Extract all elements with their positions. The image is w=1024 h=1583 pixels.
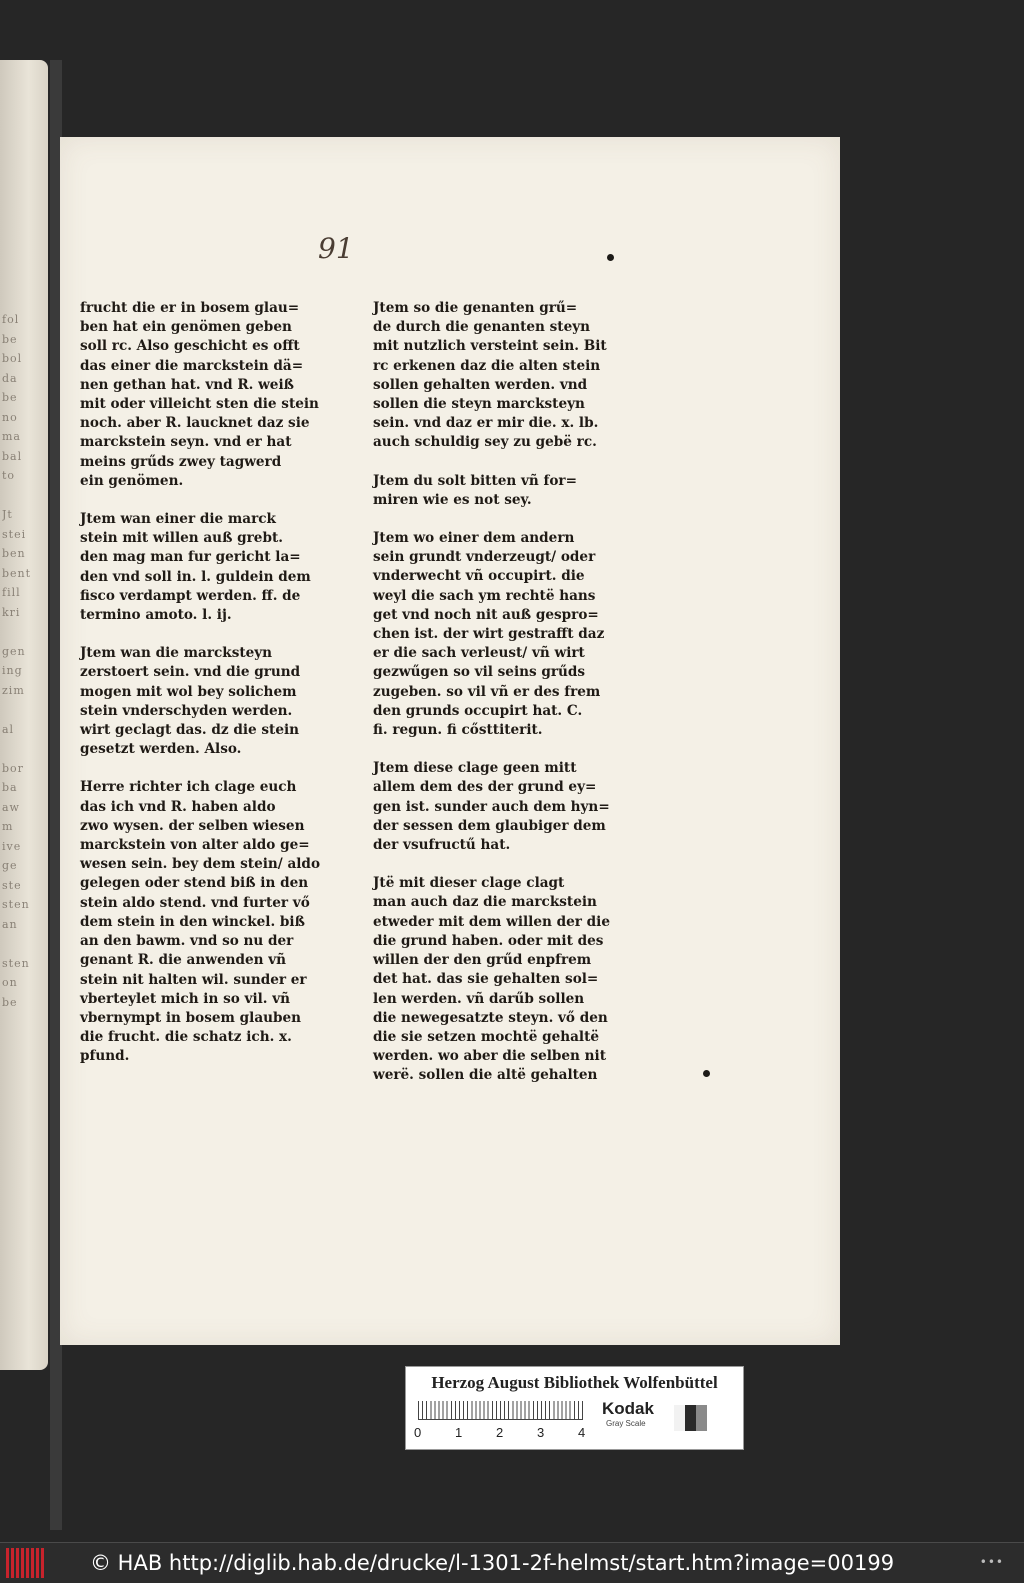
paragraph-gap (373, 855, 623, 874)
text-line: mit nutzlich versteint sein. Bit (373, 338, 607, 355)
book-leaf (60, 137, 840, 1345)
text-line: das ich vnd R. haben aldo (80, 798, 276, 815)
text-line: sollen gehalten werden. vnd (373, 376, 588, 393)
ruler-number: 4 (578, 1425, 586, 1440)
text-line: allem dem des der grund ey= (373, 779, 597, 796)
ink-dot (703, 1070, 710, 1077)
text-line: stein mit willen auß grebt. (80, 530, 283, 547)
text-line: marckstein seyn. vnd er hat (80, 434, 292, 451)
footer-bar (0, 1542, 1024, 1583)
text-line: soll rc. Also geschicht es offt (80, 338, 300, 355)
text-line: den grunds occupirt hat. C. (373, 702, 583, 719)
text-line: len werden. vñ darűb sollen (373, 990, 585, 1007)
text-line: er die sach verleust/ vñ wirt (373, 645, 585, 662)
text-paragraph (80, 510, 330, 625)
text-paragraph (373, 874, 623, 1085)
text-line: fisco verdampt werden. ff. de (80, 587, 301, 604)
text-line: vnderwecht vñ occupirt. die (373, 568, 585, 585)
text-line: gen ist. sunder auch dem hyn= (373, 798, 610, 815)
text-line: fi. regun. fi cősttiterit. (373, 722, 543, 739)
text-line: Jtem du solt bitten vñ for= (373, 472, 577, 489)
paragraph-gap (80, 625, 330, 644)
text-line: der sessen dem glaubiger dem (373, 817, 606, 834)
text-line: stein vnderschyden werden. (80, 702, 293, 719)
text-column-left (80, 299, 330, 1067)
text-paragraph (373, 529, 623, 740)
text-line: gelegen oder stend biß in den (80, 875, 309, 892)
ruler-number: 0 (414, 1425, 422, 1440)
paragraph-gap (80, 759, 330, 778)
paragraph-gap (373, 510, 623, 529)
text-line: gesetzt werden. Also. (80, 741, 242, 758)
text-line: der vsufructű hat. (373, 837, 511, 854)
text-line: an den bawm. vnd so nu der (80, 933, 294, 950)
text-line: sein. vnd daz er mir die. x. lb. (373, 415, 599, 432)
paragraph-gap (373, 740, 623, 759)
text-line: weyl die sach ym rechtë hans (373, 587, 596, 604)
colour-chart-title: Herzog August Bibliothek Wolfenbüttel (431, 1373, 718, 1392)
ruler-scale (418, 1401, 583, 1420)
text-line: meins grűds zwey tagwerd (80, 453, 282, 470)
hab-logo-icon (6, 1548, 46, 1578)
text-line: de durch die genanten steyn (373, 319, 591, 336)
text-line: mit oder villeicht sten die stein (80, 396, 319, 413)
text-line: miren wie es not sey. (373, 491, 532, 508)
text-line: dem stein in den winckel. biß (80, 913, 305, 930)
text-line: frucht die er in bosem glau= (80, 300, 300, 316)
text-line: Jtem diese clage geen mitt (373, 760, 577, 777)
kodak-brand: Kodak (602, 1399, 654, 1418)
text-line: wesen sein. bey dem stein/ aldo (80, 856, 321, 873)
text-column-right (373, 299, 623, 1086)
text-line: die grund haben. oder mit des (373, 932, 604, 949)
text-line: die frucht. die schatz ich. x. (80, 1029, 292, 1046)
text-line: werden. wo aber die selben nit (373, 1048, 606, 1065)
ruler-number: 1 (455, 1425, 463, 1440)
text-line: ein genömen. (80, 472, 184, 489)
ink-dot (607, 254, 614, 261)
text-line: gezwűgen so vil seins grűds (373, 664, 586, 681)
text-paragraph (373, 472, 623, 510)
text-paragraph (373, 759, 623, 855)
text-line: stein nit halten wil. sunder er (80, 971, 307, 988)
text-line: zugeben. so vil vñ er des frem (373, 683, 601, 700)
text-line: zwo wysen. der selben wiesen (80, 817, 305, 834)
text-paragraph (80, 778, 330, 1066)
text-paragraph (80, 299, 330, 491)
text-line: det hat. das sie gehalten sol= (373, 971, 599, 988)
text-line: den mag man fur gericht la= (80, 549, 301, 566)
text-line: werë. sollen die altë gehalten (373, 1067, 598, 1084)
text-line: stein aldo stend. vnd furter vő (80, 894, 310, 911)
paragraph-gap (373, 453, 623, 472)
text-line: das einer die marckstein dä= (80, 357, 304, 374)
text-line: etweder mit dem willen der die (373, 913, 610, 930)
text-line: marckstein von alter aldo ge= (80, 837, 310, 854)
gray-scale-swatches (674, 1405, 718, 1431)
text-paragraph (80, 644, 330, 759)
text-line: Jtem wan einer die marck (80, 511, 276, 528)
text-line: Jtem so die genanten grű= (373, 300, 578, 316)
facing-page-edge (0, 60, 48, 1370)
text-line: Herre richter ich clage euch (80, 779, 297, 796)
kodak-subtitle: Gray Scale (606, 1419, 646, 1428)
facing-page-bleed-text: fol be bol da be no ma bal to Jt stei ben bent fill kri gen ing zim al bor ba aw m ive ge ste sten an sten on be (2, 313, 32, 1009)
text-line: den vnd soll in. l. guldein dem (80, 568, 311, 585)
text-line: auch schuldig sey zu gebë rc. (373, 434, 597, 451)
text-line: vberteylet mich in so vil. vñ (80, 990, 291, 1007)
text-line: willen der den grűd enpfrem (373, 952, 592, 969)
text-line: noch. aber R. laucknet daz sie (80, 415, 310, 432)
text-line: zerstoert sein. vnd die grund (80, 664, 301, 681)
ruler-number: 2 (496, 1425, 504, 1440)
text-line: sein grundt vnderzeugt/ oder (373, 549, 596, 566)
ruler-number: 3 (537, 1425, 545, 1440)
text-line: rc erkenen daz die alten stein (373, 357, 601, 374)
text-line: vbernympt in bosem glauben (80, 1009, 302, 1026)
text-line: mogen mit wol bey solichem (80, 683, 297, 700)
colour-chart (405, 1366, 744, 1450)
text-line: Jtem wan die marcksteyn (80, 645, 273, 662)
paragraph-gap (80, 491, 330, 510)
text-line: genant R. die anwenden vñ (80, 952, 287, 969)
text-line: get vnd noch nit auß gespro= (373, 606, 599, 623)
text-line: Jtem wo einer dem andern (373, 530, 575, 547)
text-paragraph (373, 299, 623, 453)
folio-number: 91 (318, 232, 354, 265)
text-line: die sie setzen mochtë gehaltë (373, 1028, 600, 1045)
text-line: chen ist. der wirt gestrafft daz (373, 626, 605, 643)
text-line: Jtë mit dieser clage clagt (373, 875, 565, 892)
text-line: sollen die steyn marcksteyn (373, 396, 585, 413)
ellipsis-icon[interactable]: ••• (979, 1555, 1004, 1569)
text-line: ben hat ein genömen geben (80, 319, 292, 336)
footer-copyright-url[interactable]: © HAB http://diglib.hab.de/drucke/l-1301-2f-helmst/start.htm?image=00199 (90, 1551, 895, 1575)
text-line: wirt geclagt das. dz die stein (80, 722, 300, 739)
text-line: termino amoto. l. ij. (80, 607, 232, 624)
text-line: pfund. (80, 1048, 130, 1065)
text-line: man auch daz die marckstein (373, 894, 597, 911)
text-line: die newegesatzte steyn. vő den (373, 1009, 608, 1026)
text-line: nen gethan hat. vnd R. weiß (80, 376, 294, 393)
